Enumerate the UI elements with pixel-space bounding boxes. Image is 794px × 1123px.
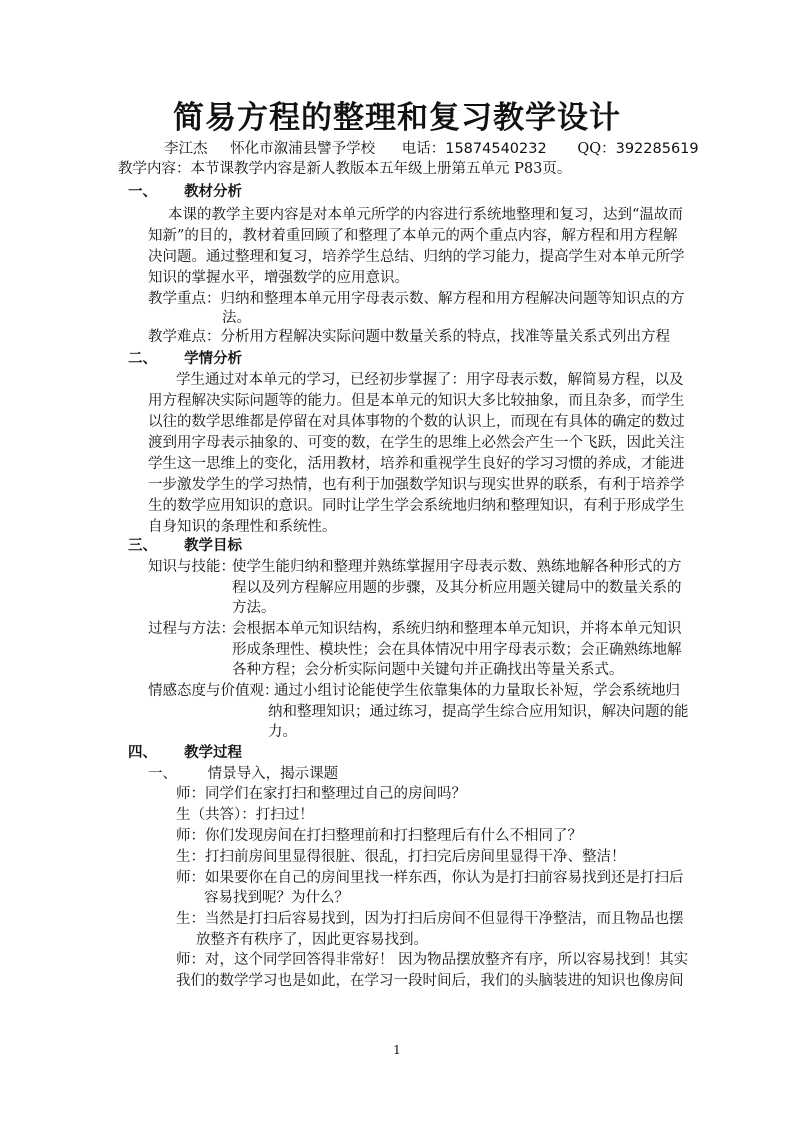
dialogue-line: 师：同学们在家打扫和整理过自己的房间吗？ (176, 786, 466, 802)
section-4-number: 四、 (128, 744, 157, 761)
dialogue-line: 师：你们发现房间在打扫整理前和打扫整理后有什么不相同了？ (176, 828, 582, 844)
phone-label: 电话： (401, 141, 446, 157)
dialogue-line: 放整齐有秩序了，因此更容易找到。 (196, 932, 428, 948)
subsection-heading (148, 764, 338, 784)
goal-process-label: 过程与方法： (148, 621, 235, 637)
dialogue-line: 生：当然是打扫后容易找到，因为打扫后房间不但显得干净整洁，而且物品也摆 (176, 911, 684, 927)
paragraph-line: 渡到用字母表示抽象的、可变的数，在学生的思维上必然会产生一个飞跃，因此关注 (148, 435, 685, 451)
phone-number: 15874540232 (445, 141, 547, 157)
section-1-heading (128, 182, 242, 202)
paragraph-line: 本课的教学主要内容是对本单元所学的内容进行系统地整理和复习，达到“温故而 (168, 207, 683, 223)
section-2-number: 二、 (128, 350, 157, 367)
subsection-title: 情景导入，揭示课题 (207, 766, 339, 782)
dialogue-line: 生：打扫前房间里显得很脏、很乱，打扫完后房间里显得干净、整洁！ (176, 849, 626, 865)
dialogue-line: 容易找到呢？为什么？ (204, 890, 349, 906)
goal-line: 会根据本单元知识结构，系统归纳和整理本单元知识，并将本单元知识 (232, 621, 682, 637)
dialogue-line: 师：如果要你在自己的房间里找一样东西，你认为是打扫前容易找到还是打扫后 (176, 870, 684, 886)
dialogue-line: 生（共答）：打扫过！ (176, 807, 314, 823)
goal-line: 通过小组讨论能使学生依靠集体的力量取长补短，学会系统地归 (274, 683, 680, 699)
paragraph-line: 自身知识的条理性和系统性。 (148, 519, 337, 535)
section-3-number: 三、 (128, 537, 157, 554)
goal-knowledge-label: 知识与技能： (148, 559, 235, 575)
paragraph-line: 知新”的目的，教材着重回顾了和整理了本单元的两个重点内容，解方程和用方程解 (148, 228, 678, 244)
section-4-title: 教学过程 (184, 744, 243, 761)
goal-line: 程以及列方程解应用题的步骤，及其分析应用题关键局中的数量关系的 (232, 580, 682, 596)
paragraph-line: 决问题。通过整理和复习，培养学生总结、归纳的学习能力，提高学生对本单元所学 (148, 249, 685, 265)
dialogue-line: 师：对，这个同学回答得非常好！ 因为物品摆放整齐有序，所以容易找到！其实 (176, 952, 689, 968)
section-3-title: 教学目标 (184, 537, 243, 554)
section-4-heading (128, 743, 242, 763)
paragraph-line: 一步激发学生的学习热情，也有利于加强数学知识与现实世界的联系，有利于培养学 (148, 477, 685, 493)
qq-number: 392285619 (615, 141, 699, 157)
goal-line: 力。 (268, 724, 297, 740)
dialogue-line: 我们的数学学习也是如此，在学习一段时间后，我们的头脑装进的知识也像房间 (176, 973, 684, 989)
paragraph-line: 用方程解决实际问题等的能力。但是本单元的知识大多比较抽象，而且杂多，而学生 (148, 393, 685, 409)
author-name: 李江杰 (164, 141, 208, 157)
paragraph-line: 生的数学应用知识的意识。同时让学生学会系统地归纳和整理知识，有利于形成学生 (148, 498, 685, 514)
section-3-heading (128, 536, 242, 556)
section-1-title: 教材分析 (184, 183, 243, 200)
author-line (164, 139, 699, 159)
subsection-number: 一、 (148, 766, 177, 782)
goal-line: 形成条理性、模块性；会在具体情况中用字母表示数；会正确熟练地解 (232, 642, 682, 658)
teaching-content: 教学内容：本节课教学内容是新人教版本五年级上册第五单元 P83页。 (118, 161, 572, 177)
section-2-title: 学情分析 (184, 350, 243, 367)
goal-attitude-label: 情感态度与价值观： (148, 683, 279, 699)
goal-line: 使学生能归纳和整理并熟练掌握用字母表示数、熟练地解各种形式的方 (232, 559, 682, 575)
paragraph-line: 知识的掌握水平，增强数学的应用意识。 (148, 270, 409, 286)
paragraph-line: 学生通过对本单元的学习，已经初步掌握了：用字母表示数，解简易方程，以及 (176, 372, 684, 388)
document-title: 简易方程的整理和复习教学设计 (173, 100, 621, 136)
paragraph-line: 以往的数学思维都是停留在对具体事物的个数的认识上，而现在有具体的确定的数过 (148, 414, 685, 430)
school-name: 怀化市溆浦县譬予学校 (230, 141, 376, 157)
qq-label: QQ： (577, 141, 616, 157)
page-number: 1 (393, 1043, 401, 1057)
section-1-number: 一、 (128, 183, 157, 200)
section-2-heading (128, 349, 242, 369)
goal-line: 纳和整理知识；通过练习，提高学生综合应用知识，解决问题的能 (268, 704, 689, 720)
key-point-line: 法。 (222, 310, 251, 326)
key-point-line: 教学重点：归纳和整理本单元用字母表示数、解方程和用方程解决问题等知识点的方 (148, 291, 685, 307)
goal-line: 方法。 (232, 600, 276, 616)
goal-line: 各种方程；会分析实际问题中关键句并正确找出等量关系式。 (232, 662, 624, 678)
difficulty-line: 教学难点：分析用方程解决实际问题中数量关系的特点，找准等量关系式列出方程 (148, 329, 670, 345)
paragraph-line: 学生这一思维上的变化，活用教材，培养和重视学生良好的学习习惯的养成，才能进 (148, 456, 685, 472)
